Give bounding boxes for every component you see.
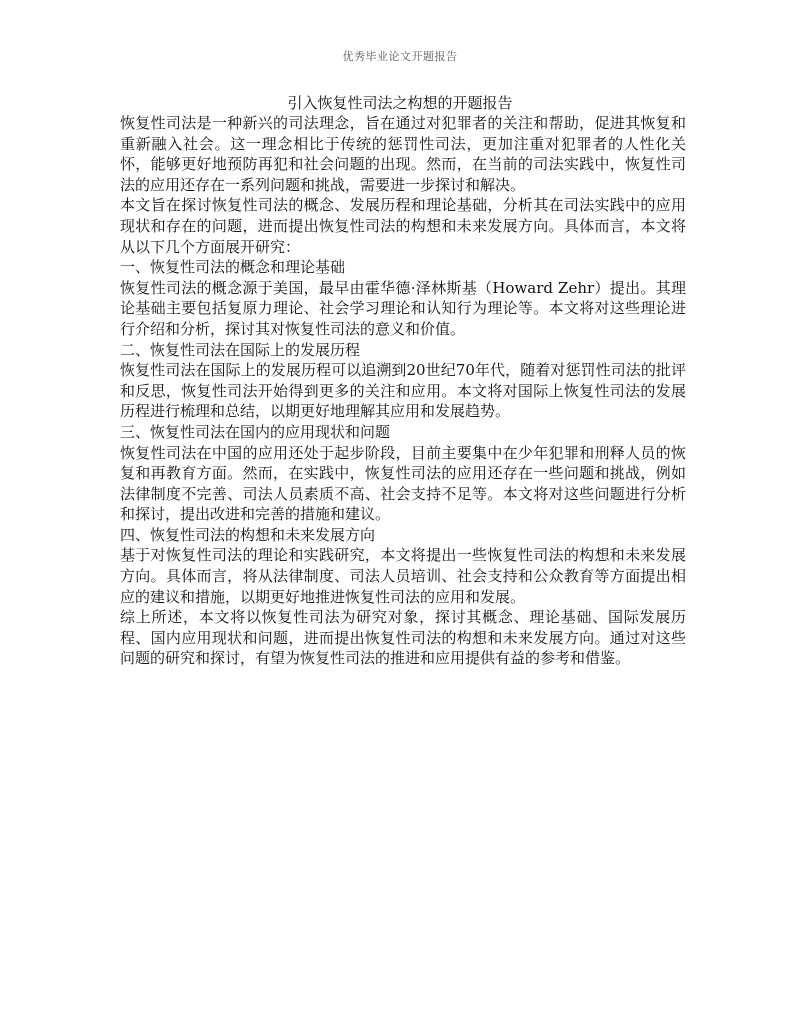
- section-heading-3: 三、恢复性司法在国内的应用现状和问题: [120, 422, 391, 441]
- section-body-3: 恢复性司法在中国的应用还处于起步阶段，目前主要集中在少年犯罪和刑释人员的恢复和再教育方面。然而，在实践中，恢复性司法的应用还存在一些问题和挑战，例如法律制度不完善、司法人员素质不高、社会支持不足等。本文将对这些问题进行分析和探讨，提出改进和完善的措施和建议。: [120, 443, 686, 524]
- intro-paragraph-2: 本文旨在探讨恢复性司法的概念、发展历程和理论基础，分析其在司法实践中的应用现状和存在的问题，进而提出恢复性司法的构想和未来发展方向。具体而言，本文将从以下几个方面展开研究：: [120, 196, 686, 256]
- intro-paragraph-1: 恢复性司法是一种新兴的司法理念，旨在通过对犯罪者的关注和帮助，促进其恢复和重新融入社会。这一理念相比于传统的惩罚性司法，更加注重对犯罪者的人性化关怀，能够更好地预防再犯和社会问题的出现。然而，在当前的司法实践中，恢复性司法的应用还存在一系列问题和挑战，需要进一步探讨和解决。: [120, 114, 686, 194]
- page-header: 优秀毕业论文开题报告: [342, 50, 458, 63]
- document-body: [120, 113, 686, 669]
- section-heading-1: 一、恢复性司法的概念和理论基础: [120, 258, 346, 277]
- section-heading-4: 四、恢复性司法的构想和未来发展方向: [120, 525, 376, 544]
- section-body-4: 基于对恢复性司法的理论和实践研究，本文将提出一些恢复性司法的构想和未来发展方向。具体而言，将从法律制度、司法人员培训、社会支持和公众教育等方面提出相应的建议和措施，以期更好地推进恢复性司法的应用和发展。: [120, 546, 686, 606]
- section-body-2: 恢复性司法在国际上的发展历程可以追溯到20世纪70年代，随着对惩罚性司法的批评和反思，恢复性司法开始得到更多的关注和应用。本文将对国际上恢复性司法的发展历程进行梳理和总结，以期更好地理解其应用和发展趋势。: [120, 361, 686, 421]
- section-body-1: 恢复性司法的概念源于美国，最早由霍华德·泽林斯基（Howard Zehr）提出。其理论基础主要包括复原力理论、社会学习理论和认知行为理论等。本文将对这些理论进行介绍和分析，探讨其对恢复性司法的意义和价值。: [120, 278, 686, 338]
- document-title: 引入恢复性司法之构想的开题报告: [287, 94, 513, 112]
- conclusion-paragraph: 综上所述，本文将以恢复性司法为研究对象，探讨其概念、理论基础、国际发展历程、国内应用现状和问题，进而提出恢复性司法的构想和未来发展方向。通过对这些问题的研究和探讨，有望为恢复性司法的推进和应用提供有益的参考和借鉴。: [120, 608, 686, 668]
- section-heading-2: 二、恢复性司法在国际上的发展历程: [120, 340, 361, 359]
